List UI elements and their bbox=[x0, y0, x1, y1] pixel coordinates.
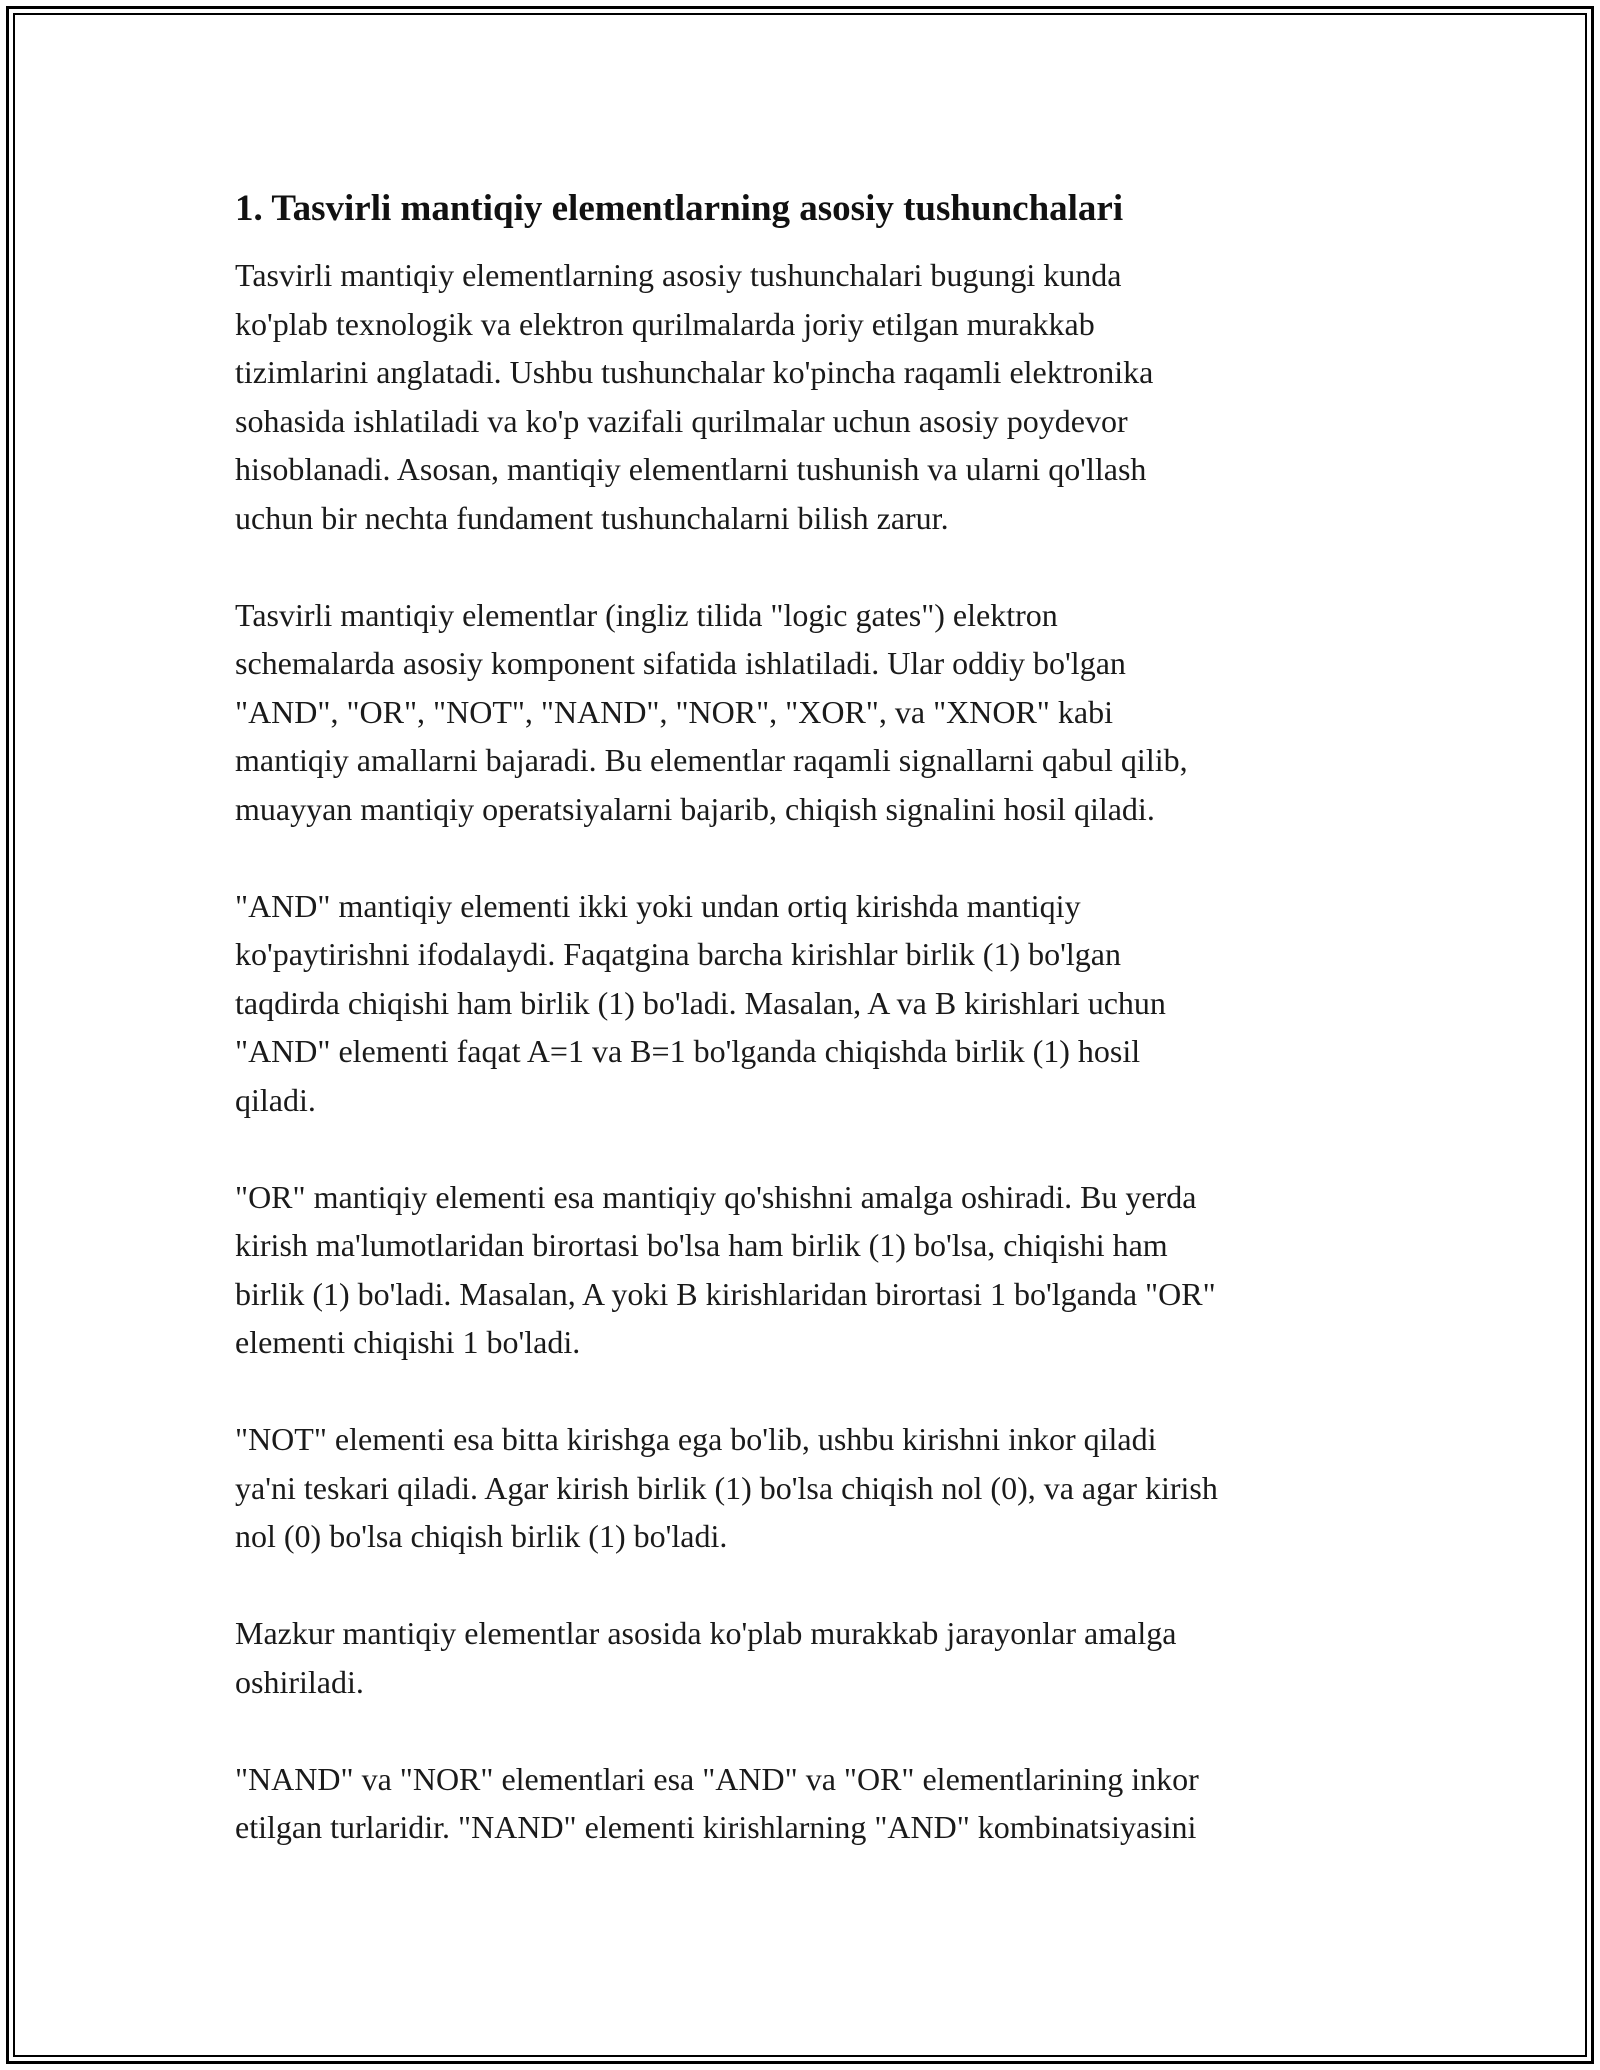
text-line: ya'ni teskari qiladi. Agar kirish birlik (1) bo'lsa chiqish nol (0), va agar kirish bbox=[235, 1469, 1218, 1506]
paragraph-not bbox=[235, 1415, 1375, 1561]
text-line: uchun bir nechta fundament tushunchalarni bilish zarur. bbox=[235, 499, 949, 536]
text-line: etilgan turlaridir. "NAND" elementi kirishlarning "AND" kombinatsiyasini bbox=[235, 1809, 1197, 1845]
text-line: sohasida ishlatiladi va ko'p vazifali qurilmalar uchun asosiy poydevor bbox=[235, 402, 1128, 439]
text-line: "AND" elementi faqat A=1 va B=1 bo'lganda chiqishda birlik (1) hosil bbox=[235, 1033, 1141, 1069]
paragraph-or bbox=[235, 1173, 1375, 1367]
text-line: elementi chiqishi 1 bo'ladi. bbox=[235, 1324, 581, 1360]
paragraph-nand-nor bbox=[235, 1755, 1375, 1852]
text-line: schemalarda asosiy komponent sifatida ishlatiladi. Ular oddiy bo'lgan bbox=[235, 645, 1126, 681]
section-heading: 1. Tasvirli mantiqiy elementlarning asosiy tushunchalari bbox=[235, 188, 1124, 229]
text-line: "AND" mantiqiy elementi ikki yoki undan ortiq kirishda mantiqiy bbox=[235, 887, 1081, 924]
text-line: ko'plab texnologik va elektron qurilmalarda joriy etilgan murakkab bbox=[235, 305, 1095, 342]
text-line: "AND", "OR", "NOT", "NAND", "NOR", "XOR", va "XNOR" kabi bbox=[235, 693, 1113, 730]
paragraph-complex bbox=[235, 1609, 1375, 1706]
text-line: mantiqiy amallarni bajaradi. Bu elementlar raqamli signallarni qabul qilib, bbox=[235, 742, 1188, 778]
text-line: kirish ma'lumotlaridan birortasi bo'lsa ham birlik (1) bo'lsa, chiqishi ham bbox=[235, 1227, 1168, 1263]
text-line: taqdirda chiqishi ham birlik (1) bo'ladi. Masalan, A va B kirishlari uchun bbox=[235, 984, 1166, 1021]
text-line: Mazkur mantiqiy elementlar asosida ko'plab murakkab jarayonlar amalga bbox=[235, 1615, 1177, 1651]
text-line: oshiriladi. bbox=[235, 1663, 364, 1700]
text-line: Tasvirli mantiqiy elementlar (ingliz tilida "logic gates") elektron bbox=[235, 596, 1058, 633]
text-line: ko'paytirishni ifodalaydi. Faqatgina barcha kirishlar birlik (1) bo'lgan bbox=[235, 936, 1121, 972]
text-line: tizimlarini anglatadi. Ushbu tushunchalar ko'pincha raqamli elektronika bbox=[235, 354, 1154, 390]
paragraph-intro bbox=[235, 251, 1375, 542]
text-line: "NAND" va "NOR" elementlari esa "AND" va "OR" elementlarining inkor bbox=[235, 1760, 1199, 1797]
text-line: birlik (1) bo'ladi. Masalan, A yoki B kirishlaridan birortasi 1 bo'lganda "OR" bbox=[235, 1275, 1216, 1312]
text-line: muayyan mantiqiy operatsiyalarni bajarib, chiqish signalini hosil qiladi. bbox=[235, 790, 1155, 827]
paragraph-and bbox=[235, 882, 1375, 1125]
text-line: hisoblanadi. Asosan, mantiqiy elementlarni tushunish va ularni qo'llash bbox=[235, 451, 1147, 487]
text-line: "NOT" elementi esa bitta kirishga ega bo'lib, ushbu kirishni inkor qiladi bbox=[235, 1421, 1157, 1457]
text-line: nol (0) bo'lsa chiqish birlik (1) bo'ladi. bbox=[235, 1518, 728, 1554]
document-body bbox=[235, 185, 1375, 1900]
text-line: "OR" mantiqiy elementi esa mantiqiy qo'shishni amalga oshiradi. Bu yerda bbox=[235, 1178, 1197, 1215]
paragraph-logic-gates bbox=[235, 591, 1375, 834]
text-line: Tasvirli mantiqiy elementlarning asosiy tushunchalari bugungi kunda bbox=[235, 257, 1122, 293]
text-line: qiladi. bbox=[235, 1081, 316, 1118]
